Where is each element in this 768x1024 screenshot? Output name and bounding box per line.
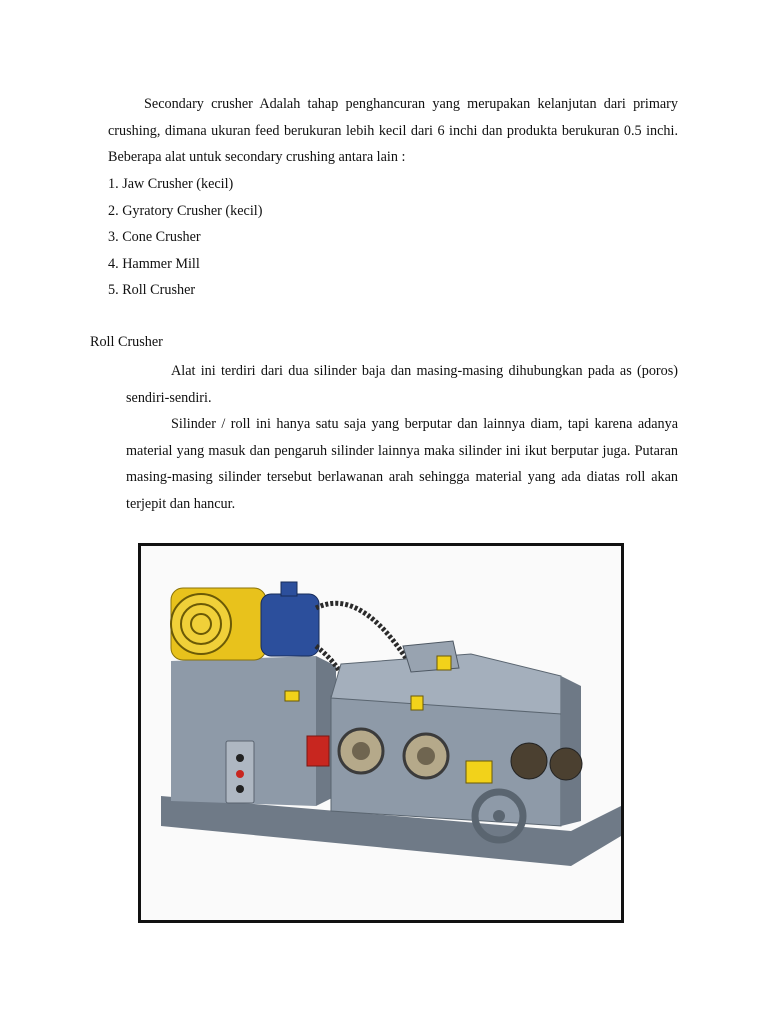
warning-label-icon <box>437 656 451 670</box>
warning-label-icon <box>466 761 492 783</box>
gear-icon <box>550 748 582 780</box>
list-item: 4. Hammer Mill <box>108 255 200 272</box>
roll-crusher-figure <box>138 543 624 923</box>
list-item: 3. Cone Crusher <box>108 229 201 246</box>
control-button-icon <box>236 754 244 762</box>
blue-gearbox <box>261 594 319 656</box>
section-paragraph-1: Alat ini terdiri dari dua silinder baja dan masing-masing dihubungkan pada as (poros) sendiri-sendiri. <box>126 363 678 406</box>
stop-button-icon <box>236 770 244 778</box>
section-heading: Roll Crusher <box>90 334 163 350</box>
warning-label-icon <box>285 691 299 701</box>
control-button-icon <box>236 785 244 793</box>
list-item: 1. Jaw Crusher (kecil) <box>108 176 234 192</box>
gear-icon <box>511 743 547 779</box>
warning-label-icon <box>411 696 423 710</box>
roll-crusher-illustration <box>141 546 621 920</box>
nameplate-icon <box>307 736 329 766</box>
list-item: 5. Roll Crusher <box>108 282 196 299</box>
crusher-list <box>108 171 508 304</box>
list-item: 2. Gyratory Crusher (kecil) <box>108 202 263 219</box>
section-paragraph-2: Silinder / roll ini hanya satu saja yang berputar dan lainnya diam, tapi karena adanya material yang masuk dan pengaruh silinder lainnya maka silinder ini ikut berputar juga. Putaran masing-masing silinder tersebut berlawanan arah sehingga material yang ada diatas roll akan terjepit dan hancur. <box>126 416 678 512</box>
intro-paragraph: Secondary crusher Adalah tahap penghancuran yang merupakan kelanjutan dari primary crushing, dimana ukuran feed berukuran lebih kecil dari 6 inchi dan produkta berukuran 0.5 inchi. Beberapa alat untuk secondary crushing antara lain : <box>108 96 678 166</box>
